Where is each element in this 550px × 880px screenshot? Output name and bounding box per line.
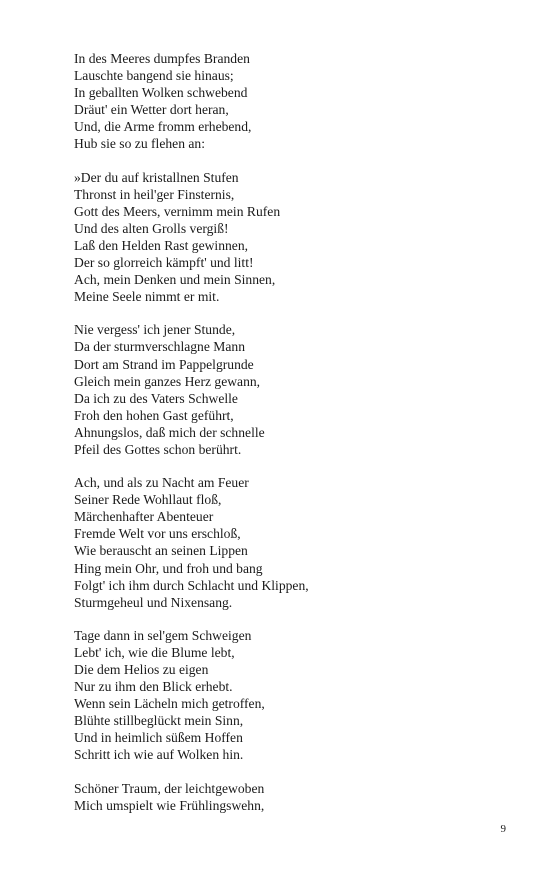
verse-line: Schritt ich wie auf Wolken hin. [74,747,244,763]
verse-line: Gott des Meers, vernimm mein Rufen [74,203,281,219]
verse-line: Märchenhafter Abenteuer [74,509,214,525]
verse-line: Fremde Welt vor uns erschloß, [74,526,241,542]
verse-line: Dräut' ein Wetter dort heran, [74,102,229,118]
stanza [74,321,514,458]
verse-line: »Der du auf kristallnen Stufen [74,169,239,185]
verse-line: Dort am Strand im Pappelgrunde [74,356,254,372]
verse-line: Froh den hohen Gast geführt, [74,407,234,423]
poem-text [74,50,514,830]
verse-line: Mich umspielt wie Frühlingswehn, [74,797,265,813]
verse-line: Da ich zu des Vaters Schwelle [74,390,238,406]
verse-line: Nie vergess' ich jener Stunde, [74,322,236,338]
verse-line: Pfeil des Gottes schon berührt. [74,441,242,457]
page-number: 9 [500,823,506,835]
verse-line: In des Meeres dumpfes Branden [74,51,250,66]
verse-line: Lebt' ich, wie die Blume lebt, [74,644,235,660]
verse-line: Blühte stillbeglückt mein Sinn, [74,713,244,729]
verse-line: Die dem Helios zu eigen [74,662,209,677]
verse-line: Ach, mein Denken und mein Sinnen, [74,272,276,288]
verse-line: Schöner Traum, der leichtgewoben [74,780,265,796]
verse-line: Ahnungslos, daß mich der schnelle [74,424,265,440]
verse-line: Folgt' ich ihm durch Schlacht und Klippen, [74,577,309,593]
verse-line: Thronst in heil'ger Finsternis, [74,186,235,202]
stanza [74,169,514,306]
verse-line: Gleich mein ganzes Herz gewann, [74,373,261,389]
stanza [74,780,514,814]
verse-line: Laß den Helden Rast gewinnen, [74,237,249,253]
verse-line: Wenn sein Lächeln mich getroffen, [74,696,265,712]
verse-line: In geballten Wolken schwebend [74,85,248,101]
verse-line: Und des alten Grolls vergiß! [74,220,229,236]
verse-line: Wie berauscht an seinen Lippen [74,543,248,559]
verse-line: Hub sie so zu flehen an: [74,136,205,152]
stanza [74,474,514,611]
stanza [74,50,514,153]
verse-line: Nur zu ihm den Blick erhebt. [74,679,233,695]
verse-line: Lauschte bangend sie hinaus; [74,68,234,84]
verse-line: Und in heimlich süßem Hoffen [74,730,243,746]
verse-line: Hing mein Ohr, und froh und bang [74,560,263,576]
stanza [74,627,514,764]
verse-line: Und, die Arme fromm erhebend, [74,119,252,135]
verse-line: Tage dann in sel'gem Schweigen [74,627,252,643]
verse-line: Meine Seele nimmt er mit. [74,289,220,305]
verse-line: Sturmgeheul und Nixensang. [74,594,233,610]
verse-line: Da der sturmverschlagne Mann [74,339,245,355]
verse-line: Seiner Rede Wohllaut floß, [74,492,222,508]
verse-line: Ach, und als zu Nacht am Feuer [74,475,249,491]
verse-line: Der so glorreich kämpft' und litt! [74,255,254,271]
